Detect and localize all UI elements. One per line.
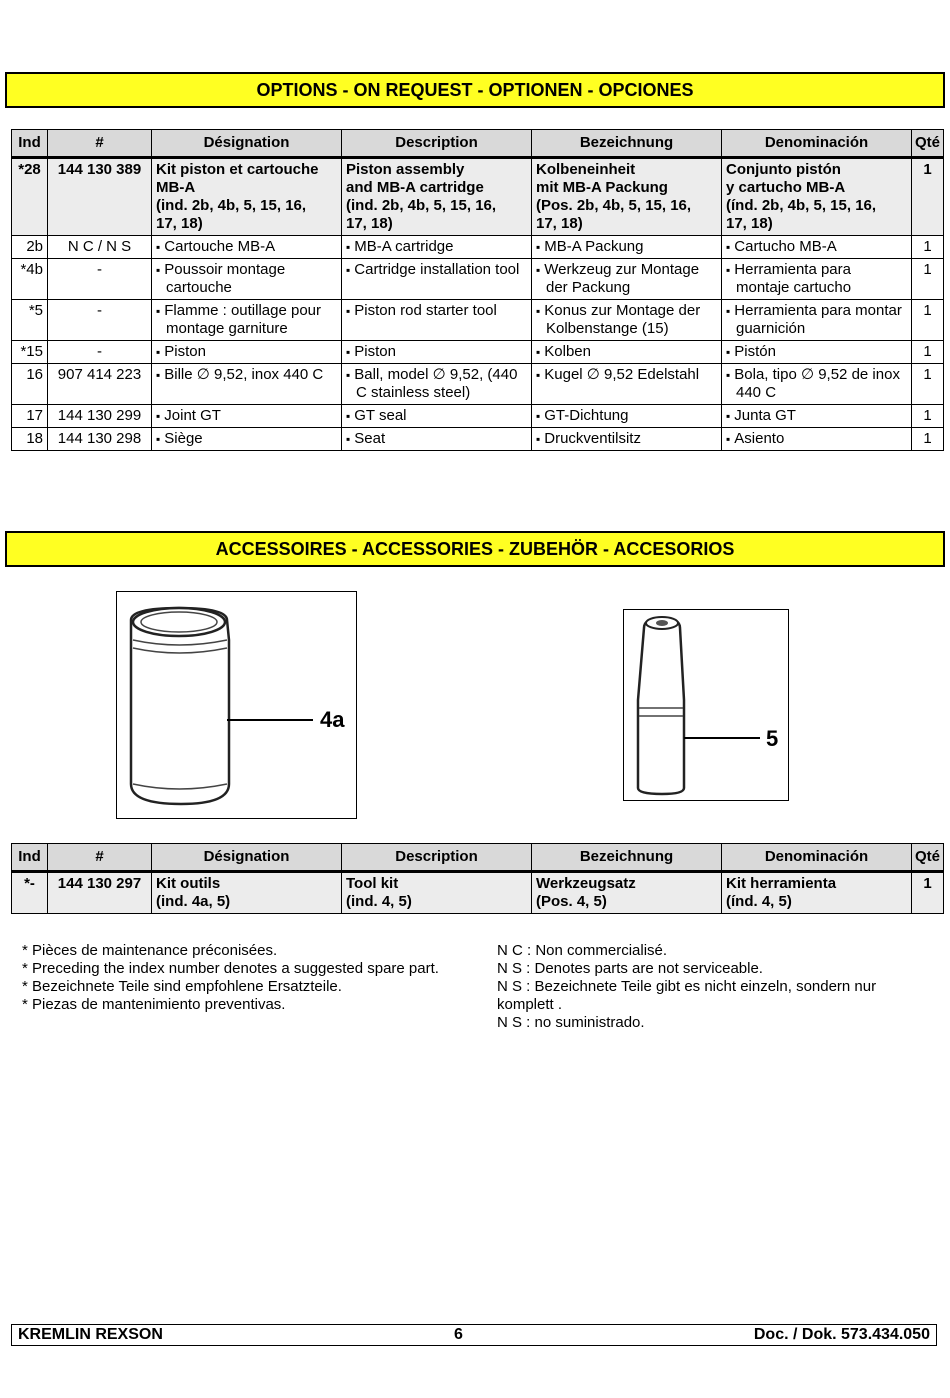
cell-number-text: - xyxy=(97,302,102,319)
cartridge-tool-drawing xyxy=(117,592,356,818)
cell-denominacion xyxy=(722,364,912,405)
cell-ind-text: *28 xyxy=(18,161,41,178)
options-table xyxy=(11,129,944,451)
cell-designation xyxy=(152,405,342,428)
col-designation: Désignation xyxy=(152,130,342,158)
accessories-table xyxy=(11,843,944,914)
cell-qty xyxy=(912,300,944,341)
cell-number-text: 144 130 299 xyxy=(57,407,142,424)
cell-bezeichnung xyxy=(532,364,722,405)
cell-denominacion-text: ▪ Pistón xyxy=(726,343,907,361)
cell-qty-text: 1 xyxy=(923,343,932,360)
accessories-title: ACCESSOIRES - ACCESSORIES - ZUBEHÖR - ACCESORIOS xyxy=(215,538,735,559)
cell-bezeichnung xyxy=(532,405,722,428)
cell-qty-text: 1 xyxy=(923,366,932,383)
col-denominacion: Denominación xyxy=(722,844,912,872)
cell-bezeichnung xyxy=(532,341,722,364)
cell-designation-text: Kit piston et cartouche MB-A (ind. 2b, 4b, 5, 15, 16, 17, 18) xyxy=(156,161,319,232)
cell-ind xyxy=(12,259,48,300)
cell-qty xyxy=(912,364,944,405)
options-body xyxy=(12,158,944,451)
cell-ind-text: 2b xyxy=(26,238,43,255)
cell-ind-text: *- xyxy=(24,875,35,892)
table-row xyxy=(12,300,944,341)
cell-denominacion-text: Conjunto pistón y cartucho MB-A (índ. 2b, 4b, 5, 15, 16, 17, 18) xyxy=(726,161,877,232)
cell-qty xyxy=(912,259,944,300)
cell-designation-text: ▪ Cartouche MB-A xyxy=(156,238,337,256)
cell-designation-text: ▪ Bille ∅ 9,52, inox 440 C xyxy=(156,366,337,384)
col-qty: Qté xyxy=(912,130,944,158)
note-line: N S : no suministrado. xyxy=(497,1014,645,1031)
cell-designation xyxy=(152,300,342,341)
cell-number xyxy=(48,236,152,259)
cell-description-text: Piston assembly and MB-A cartridge (ind. 2b, 4b, 5, 15, 16, 17, 18) xyxy=(346,161,497,232)
col-designation: Désignation xyxy=(152,844,342,872)
cell-qty-text: 1 xyxy=(923,161,932,178)
cell-denominacion xyxy=(722,300,912,341)
footer-company: KREMLIN REXSON xyxy=(18,1326,163,1343)
cell-denominacion-text: ▪ Herramienta para montaje cartucho xyxy=(726,261,907,297)
cell-ind-text: 16 xyxy=(26,366,43,383)
footer-doc-number: Doc. / Dok. 573.434.050 xyxy=(753,1326,930,1343)
cell-description-text: ▪ Seat xyxy=(346,430,527,448)
cell-designation-text: ▪ Siège xyxy=(156,430,337,448)
col-bezeichnung: Bezeichnung xyxy=(532,844,722,872)
cell-description xyxy=(342,364,532,405)
cell-ind xyxy=(12,341,48,364)
cell-description-text: Tool kit (ind. 4, 5) xyxy=(346,875,412,910)
cell-ind xyxy=(12,405,48,428)
options-header-row xyxy=(12,130,944,158)
accessories-header-row xyxy=(12,844,944,872)
cell-number xyxy=(48,428,152,451)
cell-description xyxy=(342,236,532,259)
cell-bezeichnung-text: Werkzeugsatz (Pos. 4, 5) xyxy=(536,875,636,910)
cell-description xyxy=(342,259,532,300)
figure-cartridge-tool xyxy=(116,591,357,819)
cell-ind xyxy=(12,872,48,914)
cell-ind xyxy=(12,158,48,236)
table-row xyxy=(12,428,944,451)
cell-description xyxy=(342,405,532,428)
cell-denominacion-text: ▪ Bola, tipo ∅ 9,52 de inox 440 C xyxy=(726,366,907,402)
cell-bezeichnung-text: ▪ Kolben xyxy=(536,343,717,361)
cell-number xyxy=(48,405,152,428)
cell-description xyxy=(342,428,532,451)
cell-denominacion-text: ▪ Cartucho MB-A xyxy=(726,238,907,256)
cell-designation-text: ▪ Piston xyxy=(156,343,337,361)
cell-description-text: ▪ Piston xyxy=(346,343,527,361)
cell-ind-text: 17 xyxy=(26,407,43,424)
cell-qty xyxy=(912,872,944,914)
cell-number-text: N C / N S xyxy=(67,238,132,255)
cell-number-text: 144 130 297 xyxy=(57,875,142,892)
footer-page-number: 6 xyxy=(453,1326,463,1343)
col-number: # xyxy=(48,844,152,872)
col-ind: Ind xyxy=(12,130,48,158)
cell-bezeichnung-text: ▪ Druckventilsitz xyxy=(536,430,717,448)
cell-description-text: ▪ Cartridge installation tool xyxy=(346,261,527,279)
cell-bezeichnung xyxy=(532,158,722,236)
col-denominacion: Denominación xyxy=(722,130,912,158)
cell-qty-text: 1 xyxy=(923,261,932,278)
cell-bezeichnung xyxy=(532,259,722,300)
options-banner xyxy=(5,72,945,108)
cell-denominacion xyxy=(722,341,912,364)
cell-denominacion xyxy=(722,428,912,451)
col-number: # xyxy=(48,130,152,158)
table-row xyxy=(12,341,944,364)
cell-qty xyxy=(912,158,944,236)
cell-qty-text: 1 xyxy=(923,302,932,319)
options-title: OPTIONS - ON REQUEST - OPTIONEN - OPCIONES xyxy=(256,79,694,100)
cell-ind-text: *4b xyxy=(20,261,43,278)
cell-qty xyxy=(912,341,944,364)
cell-denominacion xyxy=(722,236,912,259)
figure-label-5: 5 xyxy=(766,726,779,751)
cell-qty-text: 1 xyxy=(923,875,932,892)
table-row xyxy=(12,259,944,300)
cell-designation-text: ▪ Flamme : outillage pour montage garniture xyxy=(156,302,337,338)
table-row xyxy=(12,364,944,405)
cell-description xyxy=(342,158,532,236)
cell-bezeichnung xyxy=(532,872,722,914)
cell-bezeichnung-text: ▪ Werkzeug zur Montage der Packung xyxy=(536,261,717,297)
cell-bezeichnung-text: ▪ GT-Dichtung xyxy=(536,407,717,425)
col-ind: Ind xyxy=(12,844,48,872)
accessories-body xyxy=(12,872,944,914)
cell-designation xyxy=(152,872,342,914)
cell-bezeichnung xyxy=(532,300,722,341)
cell-number-text: 144 130 389 xyxy=(57,161,142,178)
notes-left xyxy=(22,942,482,1014)
cell-bezeichnung-text: ▪ MB-A Packung xyxy=(536,238,717,256)
cell-description-text: ▪ GT seal xyxy=(346,407,527,425)
cell-designation-text: ▪ Poussoir montage cartouche xyxy=(156,261,337,297)
note-line: N S : Bezeichnete Teile gibt es nicht einzeln, sondern nur komplett . xyxy=(497,978,877,1013)
cell-bezeichnung-text: Kolbeneinheit mit MB-A Packung (Pos. 2b, 4b, 5, 15, 16, 17, 18) xyxy=(536,161,692,232)
cell-number xyxy=(48,300,152,341)
cell-bezeichnung xyxy=(532,428,722,451)
col-description: Description xyxy=(342,844,532,872)
cell-description-text: ▪ MB-A cartridge xyxy=(346,238,527,256)
figure-starter-tool xyxy=(623,609,789,801)
cell-number-text: - xyxy=(97,343,102,360)
accessories-banner xyxy=(5,531,945,567)
note-line: N C : Non commercialisé. xyxy=(497,942,668,959)
starter-tool-drawing xyxy=(624,610,788,800)
cell-designation xyxy=(152,259,342,300)
cell-description-text: ▪ Ball, model ∅ 9,52, (440 C stainless steel) xyxy=(346,366,527,402)
cell-bezeichnung xyxy=(532,236,722,259)
cell-number-text: 144 130 298 xyxy=(57,430,142,447)
cell-designation-text: ▪ Joint GT xyxy=(156,407,337,425)
cell-designation xyxy=(152,364,342,405)
table-row xyxy=(12,236,944,259)
cell-bezeichnung-text: ▪ Konus zur Montage der Kolbenstange (15) xyxy=(536,302,717,338)
note-line: * Preceding the index number denotes a suggested spare part. xyxy=(22,960,439,977)
cell-denominacion xyxy=(722,158,912,236)
cell-ind xyxy=(12,236,48,259)
cell-number-text: - xyxy=(97,261,102,278)
cell-description xyxy=(342,341,532,364)
cell-qty xyxy=(912,236,944,259)
note-line: * Piezas de mantenimiento preventivas. xyxy=(22,996,286,1013)
cell-bezeichnung-text: ▪ Kugel ∅ 9,52 Edelstahl xyxy=(536,366,717,384)
note-line: N S : Denotes parts are not serviceable. xyxy=(497,960,763,977)
cell-number xyxy=(48,364,152,405)
cell-denominacion-text: Kit herramienta (índ. 4, 5) xyxy=(726,875,837,910)
note-line: * Pièces de maintenance préconisées. xyxy=(22,942,278,959)
cell-denominacion-text: ▪ Junta GT xyxy=(726,407,907,425)
cell-designation xyxy=(152,236,342,259)
col-description: Description xyxy=(342,130,532,158)
cell-qty xyxy=(912,428,944,451)
cell-denominacion xyxy=(722,872,912,914)
cell-number xyxy=(48,259,152,300)
cell-number-text: 907 414 223 xyxy=(57,366,142,383)
notes-right xyxy=(497,942,917,1032)
cell-denominacion xyxy=(722,259,912,300)
cell-description-text: ▪ Piston rod starter tool xyxy=(346,302,527,320)
figure-label-4a: 4a xyxy=(320,707,345,732)
cell-number xyxy=(48,158,152,236)
cell-designation xyxy=(152,158,342,236)
cell-qty-text: 1 xyxy=(923,430,932,447)
cell-qty xyxy=(912,405,944,428)
cell-description xyxy=(342,872,532,914)
cell-ind-text: *5 xyxy=(28,302,43,319)
cell-ind-text: 18 xyxy=(26,430,43,447)
note-line: * Bezeichnete Teile sind empfohlene Ersatzteile. xyxy=(22,978,342,995)
col-qty: Qté xyxy=(912,844,944,872)
cell-ind xyxy=(12,300,48,341)
cell-ind xyxy=(12,428,48,451)
cell-designation xyxy=(152,428,342,451)
cell-ind xyxy=(12,364,48,405)
table-row xyxy=(12,872,944,914)
cell-denominacion xyxy=(722,405,912,428)
table-row xyxy=(12,405,944,428)
page-footer xyxy=(11,1324,937,1346)
cell-qty-text: 1 xyxy=(923,407,932,424)
cell-designation-text: Kit outils (ind. 4a, 5) xyxy=(156,875,231,910)
cell-number xyxy=(48,872,152,914)
col-bezeichnung: Bezeichnung xyxy=(532,130,722,158)
cell-denominacion-text: ▪ Herramienta para montar guarnición xyxy=(726,302,907,338)
table-row xyxy=(12,158,944,236)
cell-ind-text: *15 xyxy=(20,343,43,360)
cell-description xyxy=(342,300,532,341)
cell-number xyxy=(48,341,152,364)
cell-qty-text: 1 xyxy=(923,238,932,255)
cell-denominacion-text: ▪ Asiento xyxy=(726,430,907,448)
cell-designation xyxy=(152,341,342,364)
